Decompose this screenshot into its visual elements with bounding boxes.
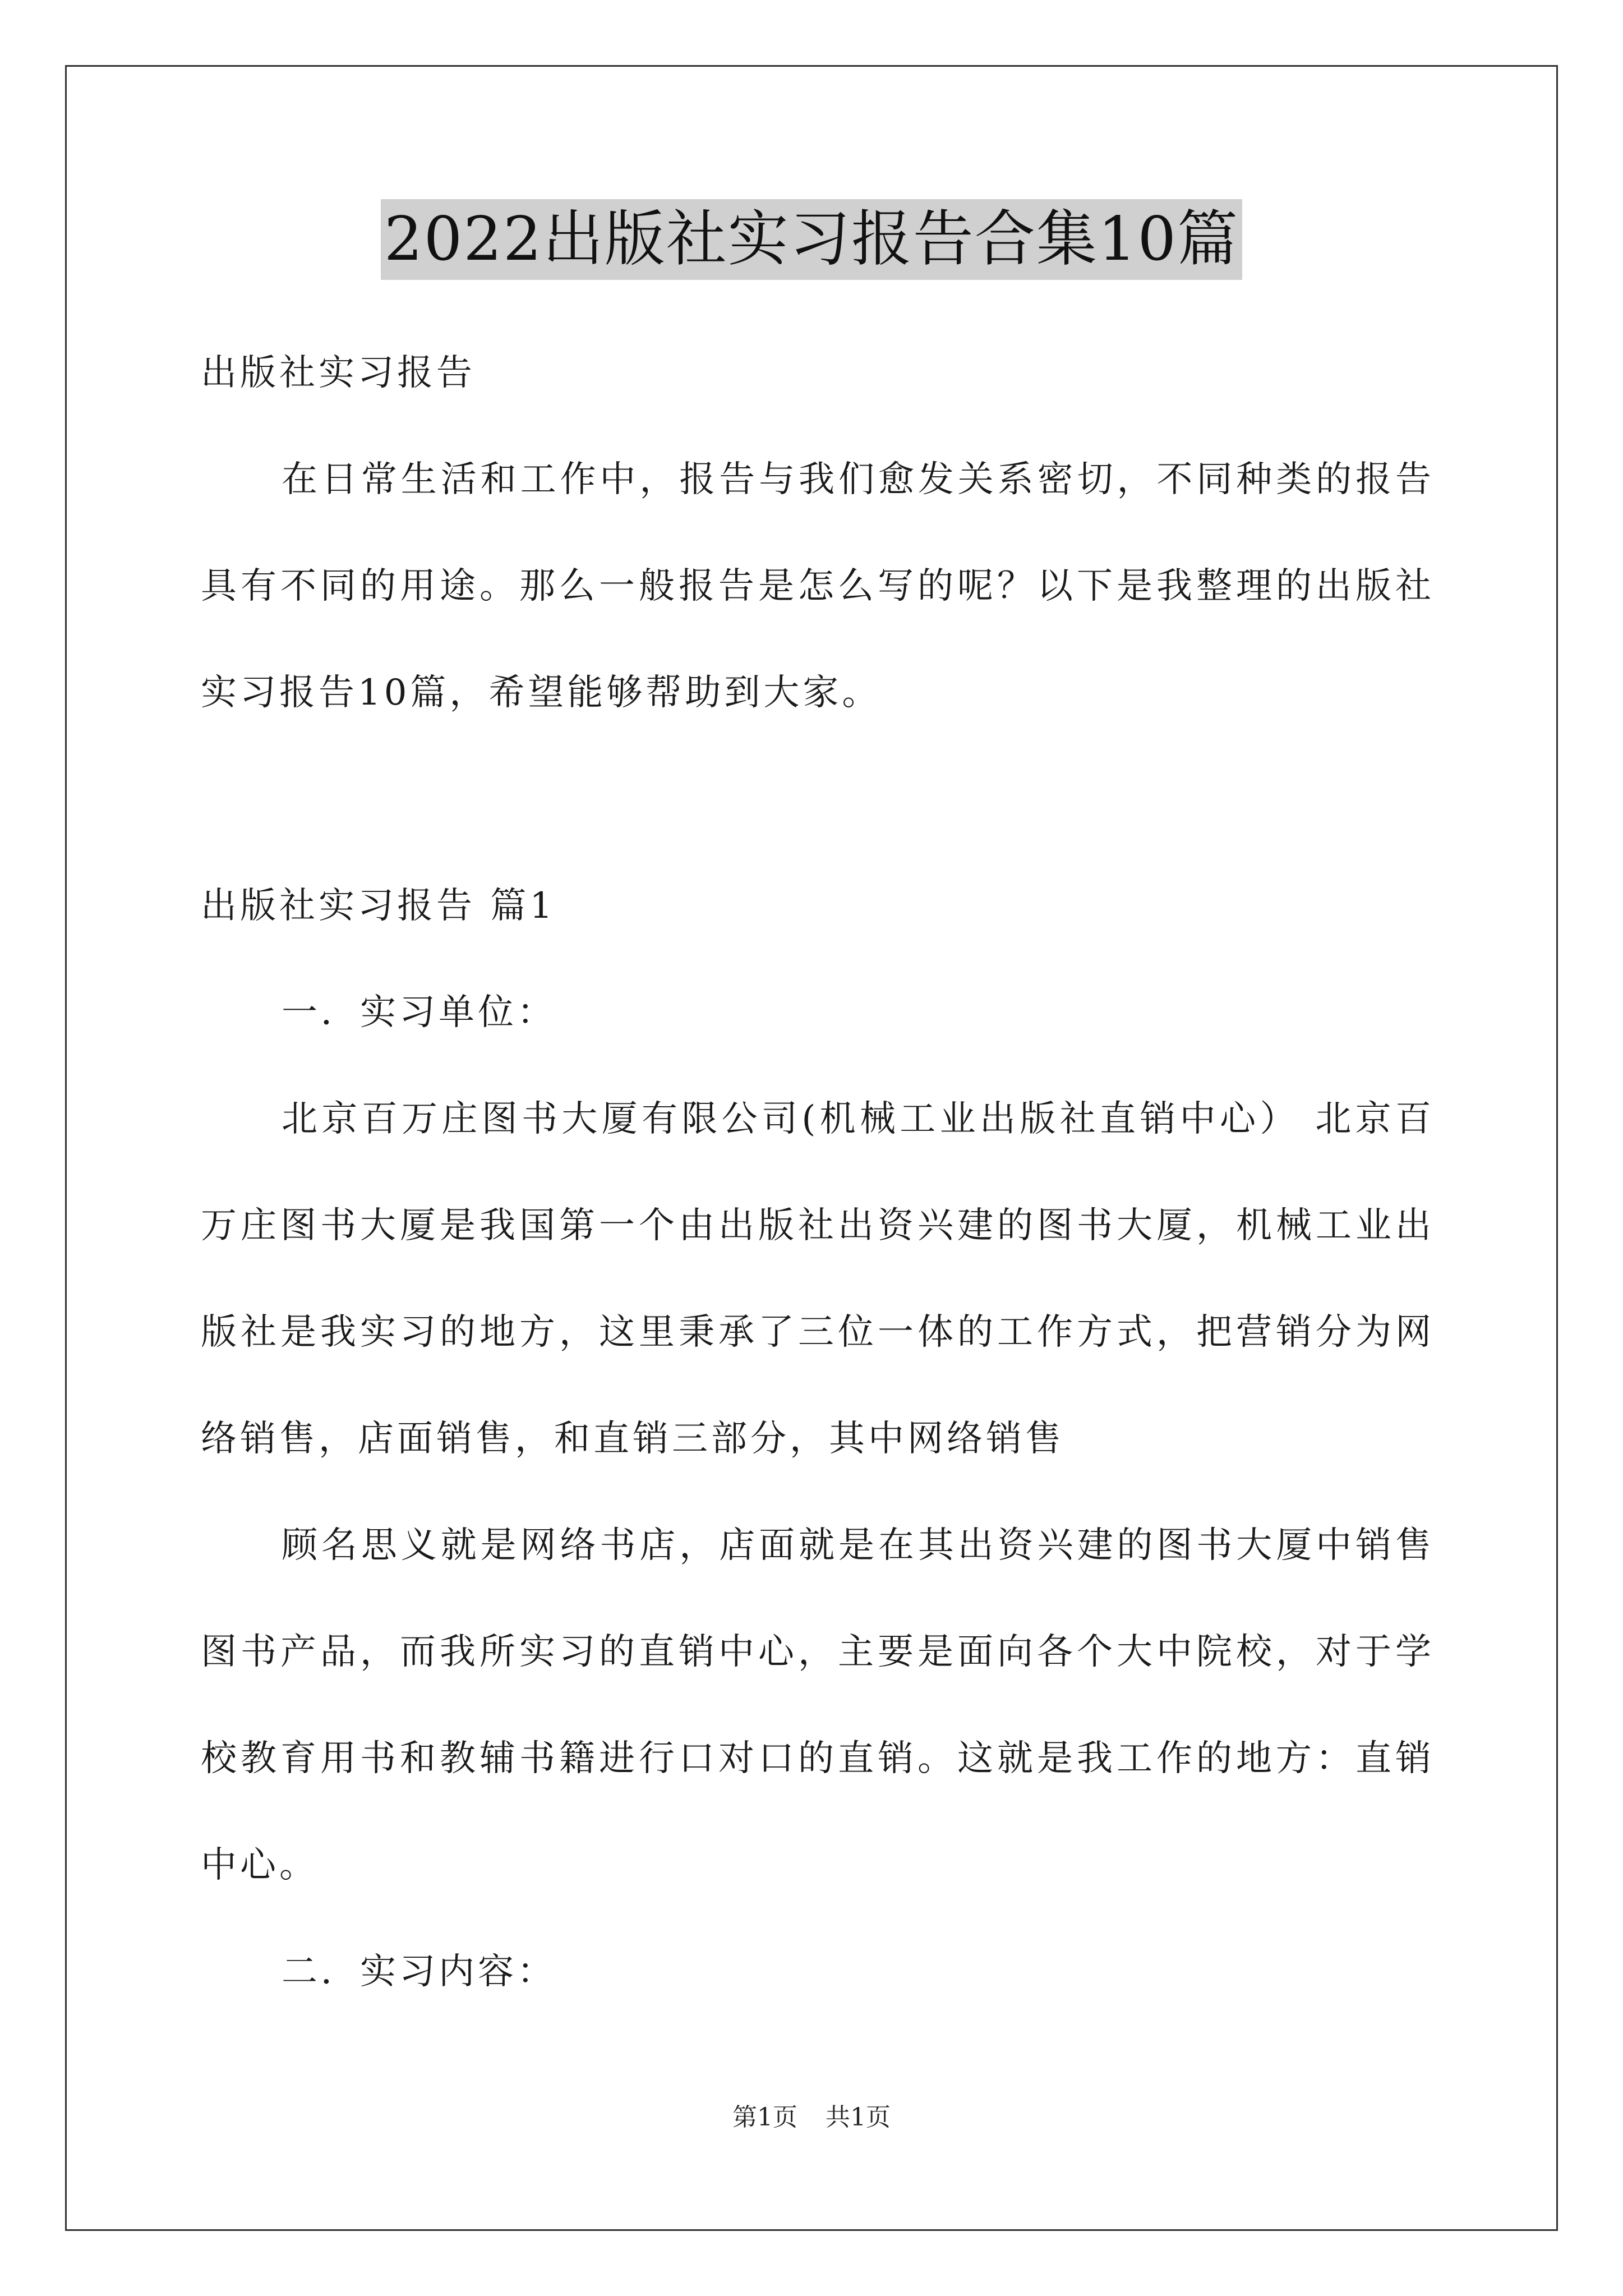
- document-title: 2022出版社实习报告合集10篇: [381, 199, 1242, 280]
- page-total: 共1页: [826, 2103, 891, 2132]
- spacer: [201, 746, 1435, 853]
- body-paragraph-2: 顾名思义就是网络书店，店面就是在其出资兴建的图书大厦中销售图书产品，而我所实习的直销中心，主要是面向各个大中院校，对于学校教育用书和教辅书籍进行口对口的直销。这就是我工作的地方：直销中心。: [201, 1525, 1435, 1886]
- title-wrap: [0, 199, 1623, 280]
- section-heading-1: 一．实习单位：: [282, 992, 556, 1033]
- body-paragraph-1: 北京百万庄图书大厦有限公司(机械工业出版社直销中心） 北京百万庄图书大厦是我国第一个由出版社出资兴建的图书大厦，机械工业出版社是我实习的地方，这里秉承了三位一体的工作方式，把营销分为网络销售，店面销售，和直销三部分，其中网络销售: [201, 1098, 1435, 1460]
- heading-article-1: 出版社实习报告 篇1: [201, 885, 556, 927]
- heading-main: 出版社实习报告: [201, 352, 476, 394]
- intro-paragraph: 在日常生活和工作中，报告与我们愈发关系密切，不同种类的报告具有不同的用途。那么一般报告是怎么写的呢？以下是我整理的出版社实习报告10篇，希望能够帮助到大家。: [201, 459, 1435, 714]
- page-number: 第1页: [732, 2103, 797, 2132]
- section-heading-2: 二．实习内容：: [282, 1951, 556, 1993]
- document-body: [201, 320, 1435, 2025]
- page-footer: [0, 2101, 1623, 2134]
